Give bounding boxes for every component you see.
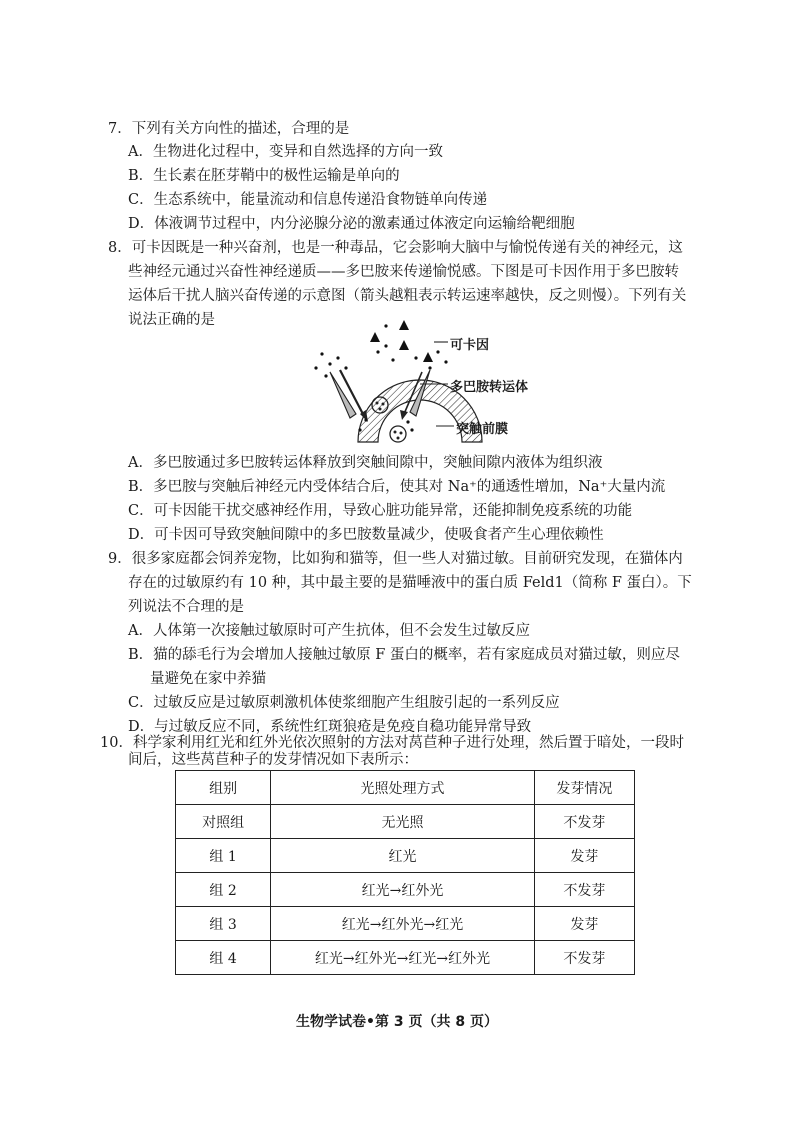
label-cocaine: 可卡因 [450, 338, 490, 353]
table-cell: 不发芽 [534, 873, 634, 907]
q10-stem-line-1: 10．科学家利用红光和红外光依次照射的方法对莴苣种子进行处理，然后置于暗处，一段时 [100, 735, 684, 751]
q9-option-d: D．与过敏反应不同，系统性红斑狼疮是免疫自稳功能异常导致 [128, 719, 532, 735]
table-header-row [176, 771, 635, 805]
q9-option-b-cont: 量避免在家中养猫 [150, 671, 266, 687]
table-row [176, 873, 635, 907]
table-header: 组别 [176, 771, 271, 805]
table-cell: 组 1 [176, 839, 271, 873]
table-row [176, 839, 635, 873]
table-cell: 发芽 [534, 907, 634, 941]
table-cell: 红光→红外光 [271, 873, 535, 907]
q9-stem-line-3: 列说法不合理的是 [128, 599, 244, 615]
q8-stem-line-4: 说法正确的是 [128, 312, 215, 328]
table-header: 光照处理方式 [271, 771, 535, 805]
table-cell: 对照组 [176, 805, 271, 839]
q8-option-d: D．可卡因可导致突触间隙中的多巴胺数量减少，使吸食者产生心理依赖性 [128, 527, 604, 543]
table-cell: 不发芽 [534, 941, 634, 975]
table-cell: 不发芽 [534, 805, 634, 839]
q7-option-d: D．体液调节过程中，内分泌腺分泌的激素通过体液定向运输给靶细胞 [128, 216, 575, 232]
cocaine-triangle [370, 332, 380, 342]
cocaine-triangle [399, 320, 409, 330]
table-row [176, 805, 635, 839]
synapse-diagram [300, 312, 560, 452]
table-row [176, 907, 635, 941]
vesicle-2 [390, 426, 406, 442]
q8-option-b: B．多巴胺与突触后神经元内受体结合后，使其对 Na⁺的通透性增加，Na⁺大量内流 [128, 479, 666, 495]
q9-stem-line-1: 9．很多家庭都会饲养宠物，比如狗和猫等，但一些人对猫过敏。目前研究发现，在猫体内 [108, 551, 683, 567]
q7-option-c: C．生态系统中，能量流动和信息传递沿食物链单向传递 [128, 192, 488, 208]
q10-stem-line-2: 间后，这些莴苣种子的发芽情况如下表所示： [128, 752, 418, 768]
q8-stem-line-2: 些神经元通过兴奋性神经递质——多巴胺来传递愉悦感。下图是可卡因作用于多巴胺转 [128, 264, 679, 280]
transporter-arrow-left [330, 370, 368, 422]
table-cell: 组 4 [176, 941, 271, 975]
q7-stem: 7．下列有关方向性的描述，合理的是 [108, 121, 350, 137]
table-cell: 红光→红外光→红光→红外光 [271, 941, 535, 975]
q8-option-a: A．多巴胺通过多巴胺转运体释放到突触间隙中，突触间隙内液体为组织液 [128, 455, 603, 471]
table-cell: 红光 [271, 839, 535, 873]
table-cell: 发芽 [534, 839, 634, 873]
q9-option-a: A．人体第一次接触过敏原时可产生抗体，但不会发生过敏反应 [128, 623, 530, 639]
q9-stem-line-2: 存在的过敏原约有 10 种，其中最主要的是猫唾液中的蛋白质 Feld1（简称 F 蛋白）。下 [128, 575, 692, 591]
q7-option-a: A．生物进化过程中，变异和自然选择的方向一致 [128, 144, 443, 160]
table-header: 发芽情况 [534, 771, 634, 805]
q8-stem-line-1: 8．可卡因既是一种兴奋剂，也是一种毒品，它会影响大脑中与愉悦传递有关的神经元，这 [108, 240, 683, 256]
q9-option-b: B．猫的舔毛行为会增加人接触过敏原 F 蛋白的概率，若有家庭成员对猫过敏，则应尽 [128, 647, 680, 663]
q7-option-b: B．生长素在胚芽鞘中的极性运输是单向的 [128, 168, 400, 184]
table-cell: 组 2 [176, 873, 271, 907]
table-cell: 红光→红外光→红光 [271, 907, 535, 941]
cocaine-triangle [399, 340, 409, 350]
cocaine-triangle [423, 352, 433, 362]
page-footer: 生物学试卷•第 3 页（共 8 页） [296, 1014, 498, 1030]
table-row [176, 941, 635, 975]
label-dopamine-transporter: 多巴胺转运体 [450, 380, 529, 395]
table-cell: 组 3 [176, 907, 271, 941]
q8-option-c: C．可卡因能干扰交感神经作用，导致心脏功能异常，还能抑制免疫系统的功能 [128, 503, 633, 519]
table-cell: 无光照 [271, 805, 535, 839]
label-presynaptic-membrane: 突触前膜 [456, 422, 509, 437]
q9-option-c: C．过敏反应是过敏原刺激机体使浆细胞产生组胺引起的一系列反应 [128, 695, 560, 711]
germination-table [175, 770, 635, 975]
q8-stem-line-3: 运体后干扰人脑兴奋传递的示意图（箭头越粗表示转运速率越快，反之则慢）。下列有关 [128, 288, 687, 304]
